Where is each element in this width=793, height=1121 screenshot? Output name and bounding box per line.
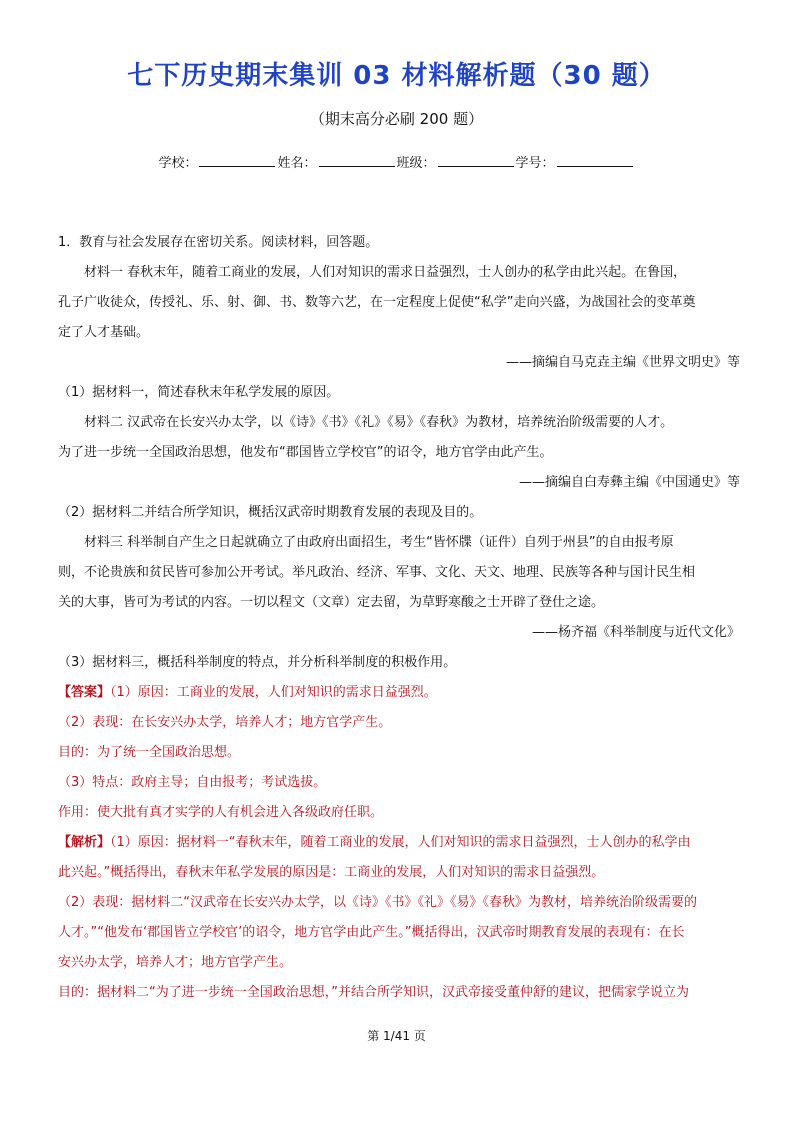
sub-question-1: （1）据材料一，简述春秋末年私学发展的原因。 bbox=[58, 385, 340, 400]
analysis-text: （1）原因：据材料一“春秋末年，随着工商业的发展，人们对知识的需求日益强烈，士人创办的私学由 bbox=[110, 835, 691, 850]
material-one-source: ——摘编自马克垚主编《世界文明史》等 bbox=[505, 355, 740, 370]
name-label: 姓名： bbox=[277, 156, 317, 171]
student-info-row bbox=[0, 152, 793, 171]
material-three-line: 材料三 科举制自产生之日起就确立了由政府出面招生，考生“皆怀牒（证件）自列于州县”的自由报考原 bbox=[84, 535, 674, 550]
page-number: 第 1/41 页 bbox=[367, 1029, 426, 1043]
answer-line-5: 作用：使大批有真才实学的人有机会进入各级政府任职。 bbox=[58, 805, 384, 820]
sub-question-2: （2）据材料二并结合所学知识，概括汉武帝时期教育发展的表现及目的。 bbox=[58, 505, 483, 520]
material-three-line: 则，不论贵族和贫民皆可参加公开考试。举凡政治、经济、军事、文化、天文、地理、民族等各种与国计民生相 bbox=[58, 565, 696, 580]
analysis-line-5: 安兴办太学，培养人才；地方官学产生。 bbox=[58, 955, 293, 970]
material-two-source: ——摘编自白寿彝主编《中国通史》等 bbox=[518, 475, 740, 490]
material-two-line: 为了进一步统一全国政治思想，他发布“郡国皆立学校官”的诏令，地方官学由此产生。 bbox=[58, 445, 553, 460]
analysis-line-4: 人才。”“他发布‘郡国皆立学校官’的诏令，地方官学由此产生。”概括得出，汉武帝时期教育发展的表现有：在长 bbox=[58, 925, 685, 940]
class-blank bbox=[438, 154, 514, 167]
school-label: 学校： bbox=[158, 156, 198, 171]
sub-question-3: （3）据材料三，概括科举制度的特点，并分析科举制度的积极作用。 bbox=[58, 655, 457, 670]
answer-text: （1）原因：工商业的发展，人们对知识的需求日益强烈。 bbox=[110, 685, 437, 700]
analysis-line-3: （2）表现：据材料二“汉武帝在长安兴办太学，以《诗》《书》《礼》《易》《春秋》为教材，培养统治阶级需要的 bbox=[58, 895, 698, 910]
question-stem: 1．教育与社会发展存在密切关系。阅读材料，回答题。 bbox=[58, 235, 379, 250]
material-one-line: 定了人才基础。 bbox=[58, 325, 150, 340]
material-two-line: 材料二 汉武帝在长安兴办太学，以《诗》《书》《礼》《易》《春秋》为教材，培养统治阶级需要的人才。 bbox=[84, 415, 674, 430]
material-one-line: 材料一 春秋末年，随着工商业的发展，人们对知识的需求日益强烈，士人创办的私学由此兴起。在鲁国， bbox=[84, 265, 687, 280]
id-label: 学号： bbox=[515, 156, 555, 171]
id-blank bbox=[557, 154, 633, 167]
analysis-line-2: 此兴起。”概括得出，春秋末年私学发展的原因是：工商业的发展，人们对知识的需求日益强烈。 bbox=[58, 865, 605, 880]
page-title: 七下历史期末集训 03 材料解析题（30 题） bbox=[127, 61, 666, 91]
school-blank bbox=[199, 154, 275, 167]
material-three-line: 关的大事，皆可为考试的内容。一切以程文（文章）定去留，为草野寒酸之士开辟了登仕之途。 bbox=[58, 595, 605, 610]
answer-tag: 【答案】 bbox=[58, 685, 111, 700]
analysis-tag: 【解析】 bbox=[58, 835, 111, 850]
material-one-line: 孔子广收徒众，传授礼、乐、射、御、书、数等六艺，在一定程度上促使“私学”走向兴盛，为战国社会的变革奠 bbox=[58, 295, 696, 310]
name-blank bbox=[319, 154, 395, 167]
material-three-source: ——杨齐福《科举制度与近代文化》 bbox=[531, 625, 740, 640]
answer-line-1 bbox=[58, 678, 740, 708]
class-label: 班级： bbox=[396, 156, 436, 171]
answer-line-3: 目的：为了统一全国政治思想。 bbox=[58, 745, 241, 760]
answer-line-4: （3）特点：政府主导；自由报考；考试选拔。 bbox=[58, 775, 327, 790]
analysis-line-6: 目的：据材料二“为了进一步统一全国政治思想，”并结合所学知识，汉武帝接受董仲舒的建议，把儒家学说立为 bbox=[58, 985, 689, 1000]
analysis-line-1 bbox=[58, 828, 740, 858]
answer-line-2: （2）表现：在长安兴办太学，培养人才；地方官学产生。 bbox=[58, 715, 392, 730]
question-content bbox=[58, 228, 740, 1008]
page-subtitle: （期末高分必刷 200 题） bbox=[309, 110, 484, 128]
